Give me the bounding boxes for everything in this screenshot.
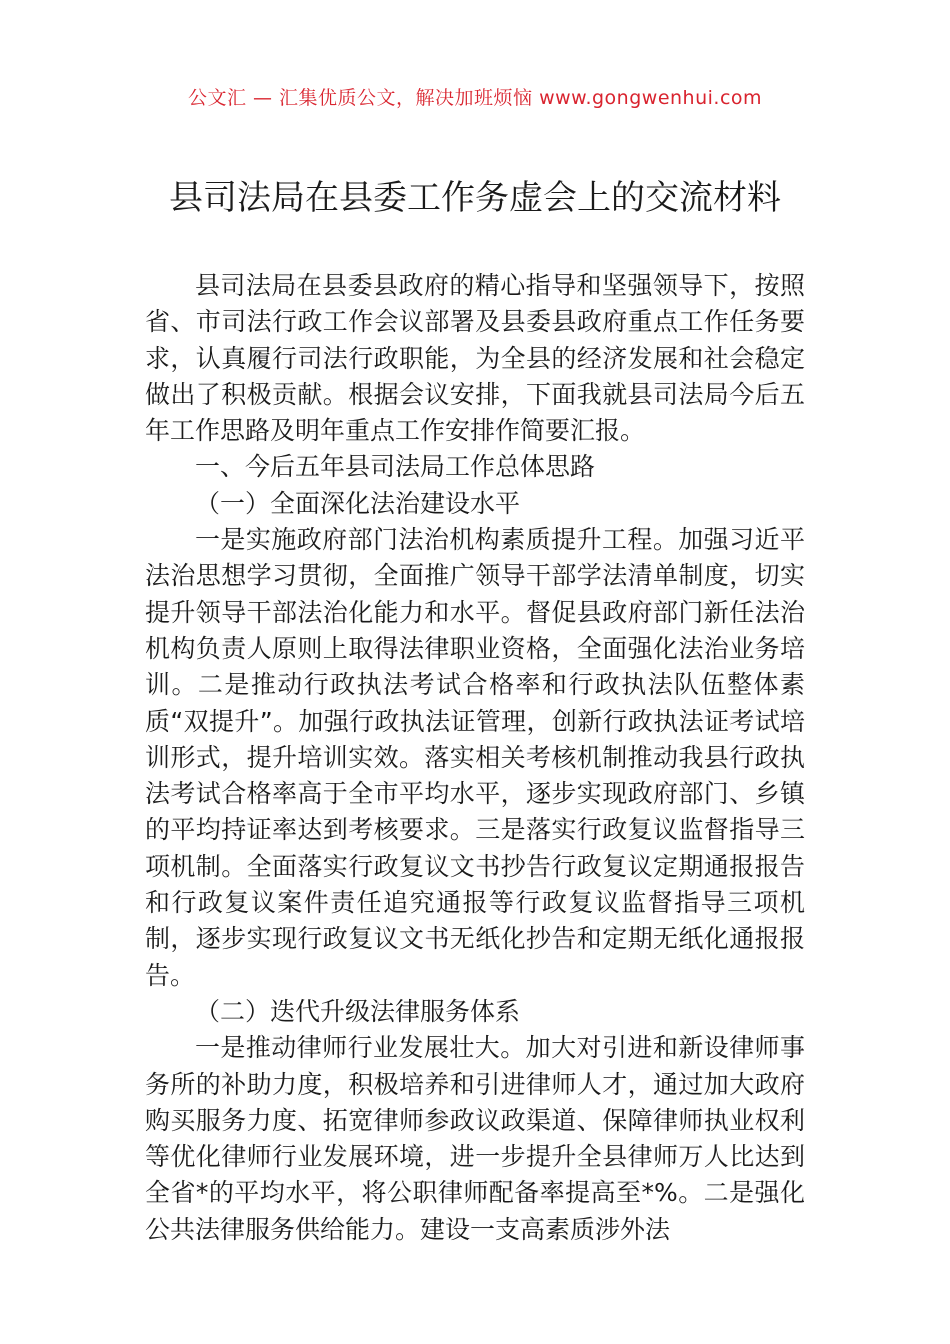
document-title: 县司法局在县委工作务虚会上的交流材料 [169, 178, 781, 218]
heading-subsection-1: （一）全面深化法治建设水平 [195, 488, 521, 518]
paragraph-intro: 县司法局在县委县政府的精心指导和坚强领导下，按照省、市司法行政工作会议部署及县委县政府重点工作任务要求，认真履行司法行政职能，为全县的经济发展和社会稳定做出了积极贡献。根据会议安排，下面我就县司法局今后五年工作思路及明年重点工作安排作简要汇报。 [145, 271, 805, 446]
paragraph-subsection-2: 一是推动律师行业发展壮大。加大对引进和新设律师事务所的补助力度，积极培养和引进律师人才，通过加大政府购买服务力度、拓宽律师参政议政渠道、保障律师执业权利等优化律师行业发展环境，进一步提升全县律师万人比达到全省*的平均水平，将公职律师配备率提高至*%。二是强化公共法律服务供给能力。建设一支高素质涉外法 [145, 1033, 805, 1244]
header-watermark: 公文汇 — 汇集优质公文，解决加班烦恼 www.gongwenhui.com [187, 87, 763, 109]
heading-section-1: 一、今后五年县司法局工作总体思路 [195, 452, 596, 482]
document-body [145, 268, 805, 1248]
heading-subsection-2: （二）迭代升级法律服务体系 [195, 996, 521, 1026]
paragraph-subsection-1: 一是实施政府部门法治机构素质提升工程。加强习近平法治思想学习贯彻，全面推广领导干部学法清单制度，切实提升领导干部法治化能力和水平。督促县政府部门新任法治机构负责人原则上取得法律职业资格，全面强化法治业务培训。二是推动行政执法考试合格率和行政执法队伍整体素质“双提升”。加强行政执法证管理，创新行政执法证考试培训形式，提升培训实效。落实相关考核机制推动我县行政执法考试合格率高于全市平均水平，逐步实现政府部门、乡镇的平均持证率达到考核要求。三是落实行政复议监督指导三项机制。全面落实行政复议文书抄告行政复议定期通报报告和行政复议案件责任追究通报等行政复议监督指导三项机制，逐步实现行政复议文书无纸化抄告和定期无纸化通报报告。 [145, 525, 805, 990]
